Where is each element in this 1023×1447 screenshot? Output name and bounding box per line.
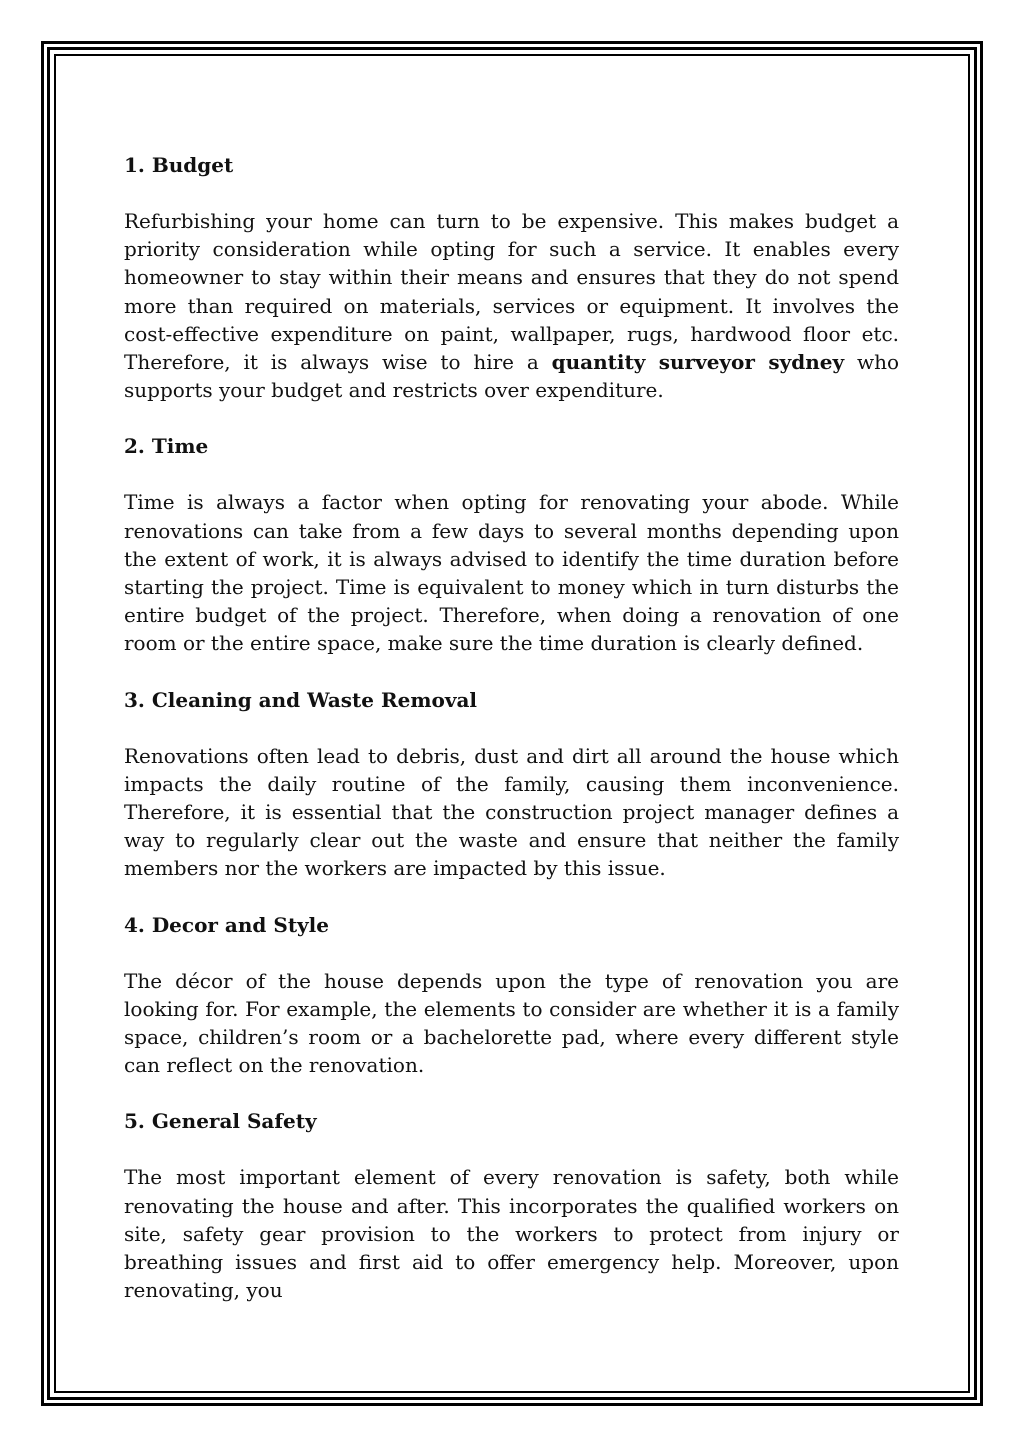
section-heading-cleaning: 3. Cleaning and Waste Removal [124, 687, 478, 712]
section-heading-time: 2. Time [124, 434, 209, 459]
section-heading-safety: 5. General Safety [124, 1109, 317, 1134]
document-body [124, 151, 899, 1304]
section-heading-budget: 1. Budget [124, 153, 234, 177]
section-paragraph-budget [124, 207, 899, 404]
quantity-surveyor-link[interactable]: quantity surveyor sydney [551, 350, 845, 375]
section-paragraph-time: Time is always a factor when opting for renovating your abode. While renovations can take from a few days to several months depending upon the extent of work, it is always advised to identify the time duration before starting the project. Time is equivalent to money which in turn disturbs the entire budget of the project. Therefore, when doing a renovation of one room or the entire space, make sure the time duration is clearly defined. [124, 490, 899, 656]
section-heading-decor: 4. Decor and Style [124, 912, 329, 937]
section-paragraph-decor: The décor of the house depends upon the type of renovation you are looking for. For example, the elements to consider are whether it is a family space, children’s room or a bachelorette pad, where every different style can reflect on the renovation. [124, 968, 899, 1078]
budget-text-end: who supports your budget and restricts over expenditure. [124, 350, 899, 403]
budget-text-start: Refurbishing your home can turn to be expensive. This makes budget a priority consideration while opting for such a service. It enables every homeowner to stay within their means and ensures that they do not spend more than required on materials, services or equipment. It involves the cost-effective expenditure on paint, wallpaper, rugs, hardwood floor etc. Therefore, it is always wise to hire a [124, 209, 899, 375]
section-paragraph-safety: The most important element of every renovation is safety, both while renovating the house and after. This incorporates the qualified workers on site, safety gear provision to the workers to protect from injury or breathing issues and first aid to offer emergency help. Moreover, upon renovating, you [124, 1165, 899, 1303]
section-paragraph-cleaning: Renovations often lead to debris, dust and dirt all around the house which impacts the daily routine of the family, causing them inconvenience. Therefore, it is essential that the construction project manager defines a way to regularly clear out the waste and ensure that neither the family members nor the workers are impacted by this issue. [124, 743, 899, 881]
